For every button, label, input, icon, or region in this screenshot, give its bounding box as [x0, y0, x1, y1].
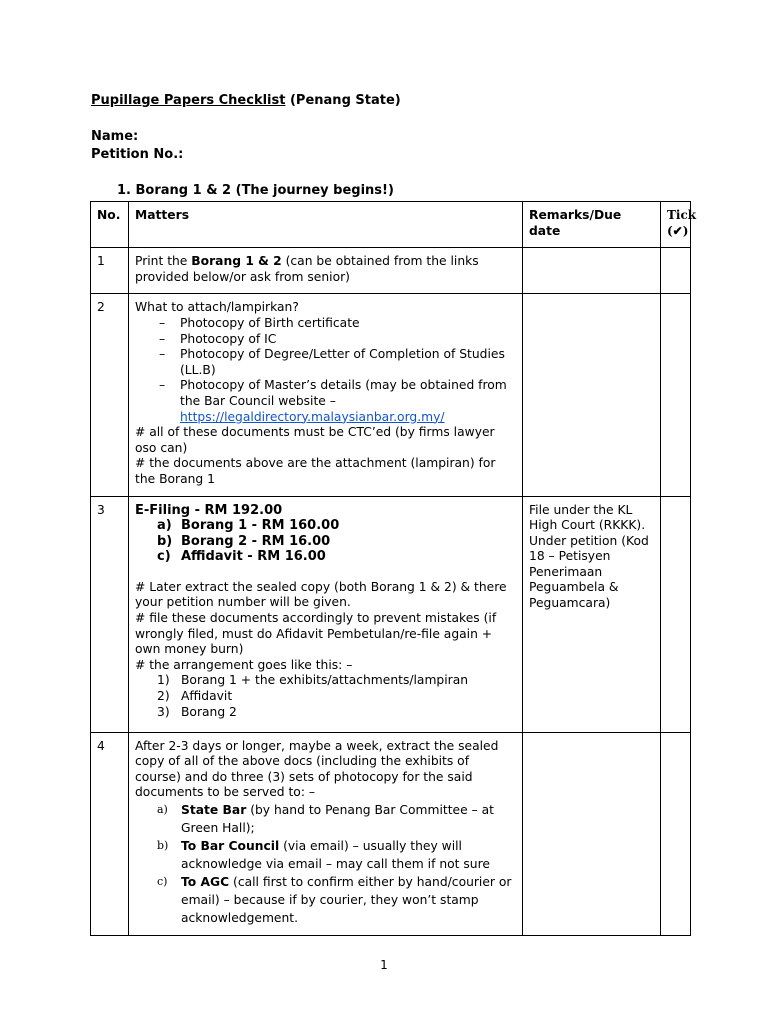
checklist-table	[90, 201, 697, 936]
header-no: No.	[91, 202, 129, 248]
row-tick[interactable]	[661, 248, 691, 294]
text: Affidavit	[181, 689, 233, 704]
row-number: 2	[91, 294, 129, 496]
table-row	[91, 294, 691, 496]
list-item	[157, 549, 516, 565]
row-remarks: File under the KL High Court (RKKK). Under petition (Kod 18 – Petisyen Penerimaan Peguambela & Peguamcara)	[523, 496, 661, 732]
row-tick[interactable]	[661, 732, 691, 935]
list-item	[157, 801, 516, 837]
row-matters	[129, 294, 523, 496]
list-item	[157, 534, 516, 550]
list-item	[157, 673, 516, 689]
row-remarks	[523, 248, 661, 294]
row-number: 3	[91, 496, 129, 732]
note: # Later extract the sealed copy (both Borang 1 & 2) & there your petition number will be given.	[135, 579, 507, 610]
row-matters	[129, 248, 523, 294]
section-heading: 1. Borang 1 & 2 (The journey begins!)	[117, 183, 394, 198]
note: # all of these documents must be CTC’ed (by firms lawyer oso can)	[135, 425, 495, 455]
row-remarks	[523, 732, 661, 935]
header-tick: Tick (✔)	[661, 202, 691, 248]
text: Borang 2	[181, 704, 237, 719]
row-number: 1	[91, 248, 129, 294]
text: Borang 2 - RM 16.00	[181, 533, 331, 549]
text: (can be obtained from the links provided below/or ask from senior)	[135, 254, 479, 284]
table-row	[91, 248, 691, 294]
list-item	[157, 837, 516, 873]
table-row	[91, 496, 691, 732]
text: Photocopy of Master’s details (may be obtained from the Bar Council website –	[180, 378, 507, 408]
efiling-heading: E-Filing - RM 192.00	[135, 502, 283, 518]
bold-text: To AGC	[181, 874, 230, 889]
text: Print the	[135, 254, 192, 269]
marker: 2)	[157, 689, 170, 704]
table-row	[91, 732, 691, 935]
note: # the documents above are the attachment (lampiran) for the Borang 1	[135, 456, 496, 486]
row-matters	[129, 496, 523, 732]
note: # the arrangement goes like this: –	[135, 657, 353, 672]
bold-text: Borang 1 & 2	[191, 254, 282, 269]
row-intro: What to attach/lampirkan?	[135, 300, 299, 315]
list-item	[159, 378, 516, 425]
row-tick[interactable]	[661, 294, 691, 496]
header-matters: Matters	[129, 202, 523, 248]
marker: 3)	[157, 704, 170, 719]
bold-text: To Bar Council	[181, 838, 280, 853]
row-remarks	[523, 294, 661, 496]
document-title	[91, 93, 401, 108]
row-tick[interactable]	[661, 496, 691, 732]
list-item: – Photocopy of Degree/Letter of Completion of Studies (LL.B)	[159, 347, 516, 378]
text: Affidavit - RM 16.00	[181, 549, 326, 565]
service-list	[135, 801, 516, 927]
marker: a)	[157, 802, 168, 816]
note: # file these documents accordingly to prevent mistakes (if wrongly filed, must do Afidavit Pembetulan/re-file again + own money burn)	[135, 611, 497, 657]
name-label: Name:	[91, 129, 139, 144]
list-item	[157, 518, 516, 534]
text: Borang 1 + the exhibits/attachments/lampiran	[181, 673, 469, 688]
text: (call first to confirm either by hand/courier or email) – because if by courier, they won’t stamp acknowledgement.	[181, 874, 512, 925]
list-item	[157, 705, 516, 721]
title-suffix: (Penang State)	[285, 93, 401, 108]
text: (by hand to Penang Bar Committee – at Green Hall);	[181, 802, 494, 835]
table-header-row	[91, 202, 691, 248]
marker: b)	[157, 838, 169, 852]
arrangement-list	[135, 673, 516, 720]
text: Borang 1 - RM 160.00	[181, 518, 340, 534]
marker: b)	[157, 533, 173, 549]
list-item	[157, 873, 516, 927]
row-number: 4	[91, 732, 129, 935]
petition-label: Petition No.:	[91, 147, 184, 162]
bold-text: State Bar	[181, 802, 247, 817]
row-intro: After 2-3 days or longer, maybe a week, extract the sealed copy of all of the above docs (including the exhibits of course) and do three (3) sets of photocopy for the said documents to be served to: –	[135, 738, 499, 800]
marker: a)	[157, 518, 172, 534]
page-number: 1	[380, 958, 388, 972]
bar-council-link[interactable]: https://legaldirectory.malaysianbar.org.my/	[180, 409, 445, 424]
list-item: – Photocopy of IC	[159, 332, 516, 348]
row-matters	[129, 732, 523, 935]
attachment-list	[135, 316, 516, 425]
header-remarks: Remarks/Due date	[523, 202, 661, 248]
fee-list	[135, 518, 516, 565]
text: (via email) – usually they will acknowledge via email – may call them if not sure	[181, 838, 490, 871]
list-item: – Photocopy of Birth certificate	[159, 316, 516, 332]
title-main: Pupillage Papers Checklist	[91, 93, 286, 108]
marker: c)	[157, 874, 168, 888]
list-item	[157, 689, 516, 705]
marker: 1)	[157, 673, 170, 688]
marker: c)	[157, 549, 171, 565]
